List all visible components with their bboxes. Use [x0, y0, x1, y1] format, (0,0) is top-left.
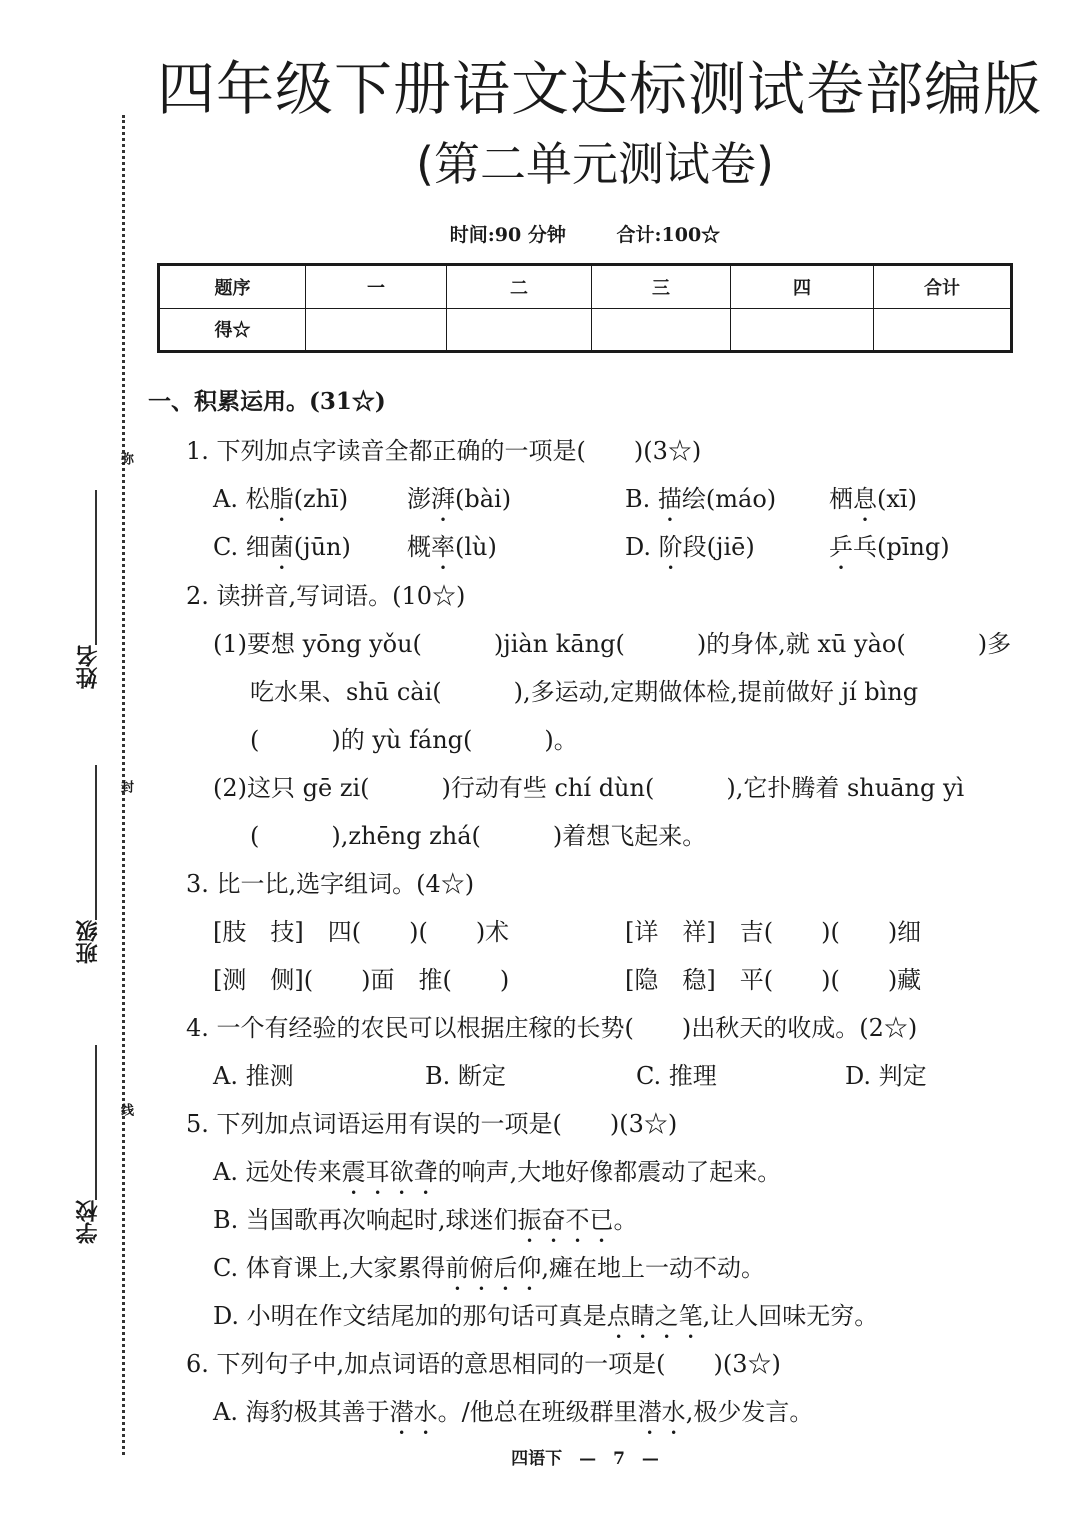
option-text: (lù)	[455, 533, 497, 561]
q5-option-b	[213, 1200, 638, 1248]
option-text: (xī)	[877, 485, 917, 513]
q4-option-d: D. 判定	[845, 1062, 927, 1090]
q2-line: ( )的 yù fáng( )。	[250, 726, 578, 754]
question-4-stem: 4. 一个有经验的农民可以根据庄稼的长势( )出秋天的收成。(2☆)	[186, 1014, 918, 1042]
option-text: (zhī)	[293, 485, 349, 513]
score-table	[157, 263, 1013, 353]
dotted-phrase: 潜水	[389, 1398, 438, 1426]
option-text: B. 当国歌再次响起时,球迷们	[213, 1206, 518, 1234]
table-cell: 四	[731, 265, 874, 309]
q4-option-c: C. 推理	[636, 1062, 717, 1090]
q1-option-b1	[625, 479, 776, 527]
page-subtitle: (第二单元测试卷)	[416, 137, 774, 191]
dotted-phrase: 点睛之笔	[606, 1302, 703, 1330]
table-cell: 三	[592, 265, 731, 309]
option-text: 澎	[407, 485, 431, 513]
q4-option-b: B. 断定	[425, 1062, 506, 1090]
dotted-char: 脂	[269, 485, 294, 513]
q5-option-a	[213, 1152, 781, 1200]
option-text: A. 海豹极其善于	[213, 1398, 390, 1426]
dotted-char: 乒	[829, 533, 853, 561]
question-5-stem: 5. 下列加点词语运用有误的一项是( )(3☆)	[186, 1110, 678, 1138]
table-cell: 二	[447, 265, 592, 309]
table-cell: 得☆	[159, 308, 306, 352]
q3-row: [肢 技] 四( )( )术	[213, 918, 510, 946]
option-text: D.	[625, 533, 659, 561]
score-blank	[592, 308, 731, 352]
q3-row: [详 祥] 吉( )( )细	[625, 918, 922, 946]
q2-line: (2)这只 gē zi( )行动有些 chí dùn( ),它扑腾着 shuāng yì	[213, 774, 965, 802]
option-text: ,极少发言。	[685, 1398, 814, 1426]
option-text: 绘(máo)	[681, 485, 777, 513]
score-blank	[447, 308, 592, 352]
q1-option-d1	[625, 527, 755, 575]
dotted-char: 描	[657, 485, 682, 513]
q1-option-c2	[407, 527, 497, 575]
option-text: 段(jiē)	[682, 533, 755, 561]
option-text: 概	[407, 533, 431, 561]
option-text: B.	[625, 485, 658, 513]
option-text: ,让人回味无穷。	[702, 1302, 879, 1330]
q1-option-c1	[213, 527, 351, 575]
table-cell: 一	[306, 265, 447, 309]
question-3-stem: 3. 比一比,选字组词。(4☆)	[186, 870, 475, 898]
dotted-char: 湃	[431, 485, 455, 513]
option-text: 。	[613, 1206, 638, 1234]
option-text: A. 远处传来	[213, 1158, 342, 1186]
q3-row: [测 侧]( )面 推( )	[213, 966, 510, 994]
option-text: ,瘫在地上一动不动。	[541, 1254, 766, 1282]
dotted-phrase: 震耳欲聋	[341, 1158, 438, 1186]
name-label: 姓名	[75, 645, 101, 689]
binding-mark-mi: 弥	[118, 452, 133, 465]
q2-line: (1)要想 yōng yǒu( )jiàn kāng( )的身体,就 xū yào( )多	[213, 630, 1012, 658]
dotted-phrase: 潜水	[637, 1398, 686, 1426]
exam-meta	[0, 220, 1080, 247]
option-text: 栖	[829, 485, 853, 513]
option-text: 。/他总在班级群里	[437, 1398, 638, 1426]
dotted-char: 菌	[269, 533, 294, 561]
total-score: 合计:100☆	[616, 224, 721, 246]
dotted-char: 息	[853, 485, 877, 513]
q6-option-a	[213, 1392, 813, 1440]
option-text: D. 小明在作文结尾加的那句话可真是	[213, 1302, 607, 1330]
table-cell: 题序	[159, 265, 306, 309]
binding-mark-xian: 线	[118, 1103, 133, 1116]
dotted-char: 阶	[658, 533, 683, 561]
q5-option-c	[213, 1248, 765, 1296]
dotted-char: 率	[431, 533, 455, 561]
school-write-line	[95, 1045, 97, 1200]
question-2-stem: 2. 读拼音,写词语。(10☆)	[186, 582, 466, 610]
class-label: 班级	[75, 920, 101, 964]
class-write-line	[95, 765, 97, 920]
q5-option-d	[213, 1296, 878, 1344]
score-table-score-row	[159, 308, 1012, 352]
table-cell: 合计	[874, 265, 1012, 309]
dotted-phrase: 振奋不已	[517, 1206, 614, 1234]
page-title: 四年级下册语文达标测试卷部编版	[156, 55, 1042, 123]
option-text: (bài)	[455, 485, 512, 513]
option-text: 的响声,大地好像都震动了起来。	[437, 1158, 782, 1186]
option-text: (jūn)	[293, 533, 351, 561]
score-blank	[874, 308, 1012, 352]
q3-row: [隐 稳] 平( )( )藏	[625, 966, 922, 994]
page-footer: 四语下 — 7 —	[511, 1449, 659, 1469]
school-label: 学校	[75, 1200, 101, 1244]
q2-line: ( ),zhēng zhá( )着想飞起来。	[250, 822, 707, 850]
score-table-header-row	[159, 265, 1012, 309]
name-write-line	[95, 490, 97, 645]
q1-option-a2	[407, 479, 511, 527]
time-limit: 时间:90 分钟	[449, 224, 566, 246]
q1-option-b2	[829, 479, 917, 527]
option-text: C. 体育课上,大家累得	[213, 1254, 446, 1282]
dotted-phrase: 前俯后仰	[445, 1254, 542, 1282]
q1-option-a1	[213, 479, 348, 527]
option-text: 乓(pīng)	[853, 533, 950, 561]
score-blank	[306, 308, 447, 352]
q4-option-a: A. 推测	[213, 1062, 294, 1090]
section-heading: 一、积累运用。(31☆)	[148, 388, 386, 415]
q1-option-d2	[829, 527, 950, 575]
q2-line: 吃水果、shū cài( ),多运动,定期做体检,提前做好 jí bìng	[250, 678, 919, 706]
binding-mark-feng: 封	[118, 780, 133, 793]
option-text: A. 松	[213, 485, 270, 513]
score-blank	[731, 308, 874, 352]
option-text: C. 细	[213, 533, 270, 561]
question-1-stem: 1. 下列加点字读音全都正确的一项是( )(3☆)	[186, 437, 702, 465]
question-6-stem: 6. 下列句子中,加点词语的意思相同的一项是( )(3☆)	[186, 1350, 781, 1378]
